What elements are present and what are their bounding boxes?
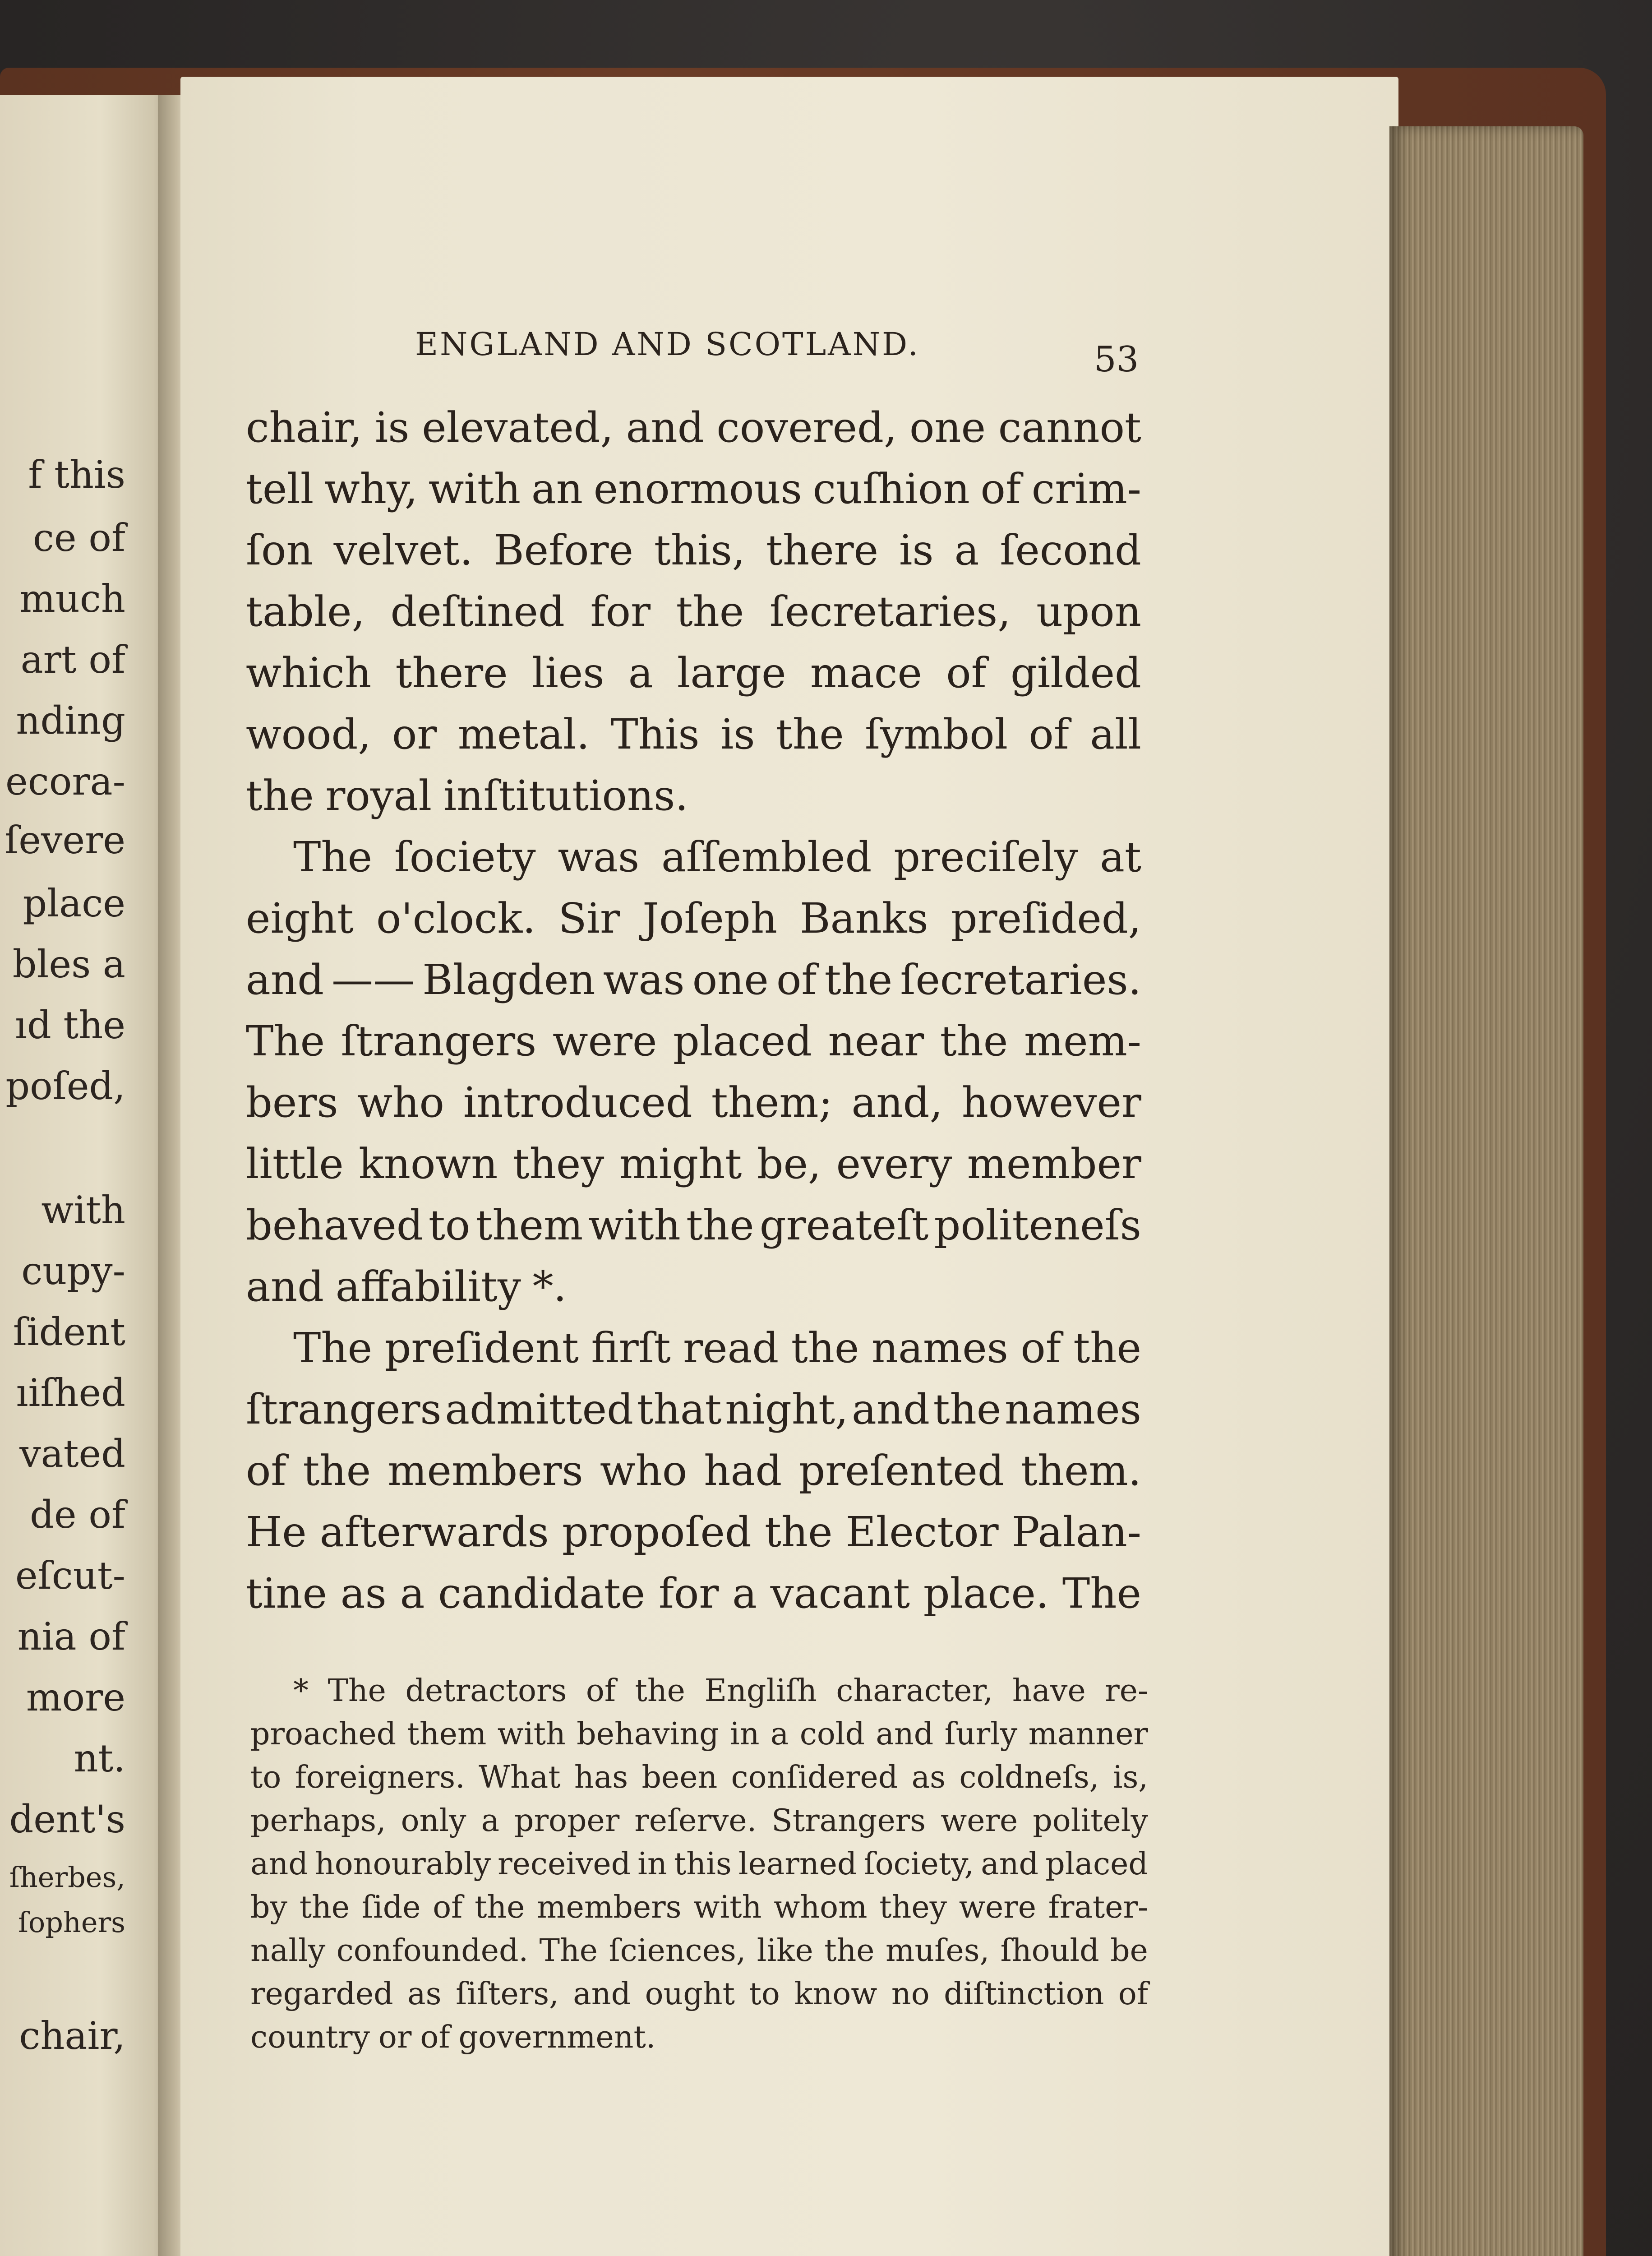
footnote-line: perhaps, only a proper reſerve. Strangers were politely <box>250 1803 1148 1839</box>
left-page-line: art of <box>20 638 125 682</box>
left-page-line: more <box>26 1675 125 1720</box>
left-page-line: ıd the <box>15 1003 125 1047</box>
left-page-line: ıiſhed <box>16 1371 125 1415</box>
left-page-line: nding <box>16 698 125 743</box>
footnote-line: by the ſide of the members with whom they were frater- <box>250 1890 1148 1925</box>
body-line: The preſident firſt read the names of the <box>293 1324 1141 1372</box>
page-edges <box>1389 126 1583 2256</box>
body-line: chair, is elevated, and covered, one cannot <box>246 403 1141 452</box>
left-page-line: ce of <box>32 516 125 560</box>
body-line: which there lies a large mace of gilded <box>246 649 1141 697</box>
footnote-line: proached them with behaving in a cold and ſurly manner <box>250 1716 1148 1752</box>
footnote-line: regarded as ſiſters, and ought to know no diſtinction of <box>250 1976 1148 2012</box>
footnote-line: * The detractors of the Engliſh character, have re- <box>293 1673 1148 1709</box>
body-line: The ſociety was aſſembled preciſely at <box>293 833 1141 881</box>
body-line: table, deſtined for the ſecretaries, upon <box>246 587 1141 636</box>
footnote <box>250 1669 1148 2059</box>
left-page-line: f this <box>28 453 125 497</box>
body-text <box>246 397 1141 1624</box>
left-page-line: poſed, <box>5 1064 125 1108</box>
left-page-line: ſident <box>13 1310 125 1354</box>
left-page-line: ſherbes, <box>9 1861 125 1894</box>
footnote-line: and honourably received in this learned ſociety, and placed <box>250 1846 1148 1882</box>
body-line: He afterwards propoſed the Elector Palan- <box>246 1508 1141 1556</box>
left-page-line: dent's <box>9 1797 125 1841</box>
body-line: behaved to them with the greateſt politeneſs <box>246 1201 1141 1249</box>
left-page-line: ecora- <box>5 759 125 804</box>
body-line: eight o'clock. Sir Joſeph Banks preſided, <box>246 894 1141 943</box>
left-page-text <box>0 95 167 2256</box>
body-line: little known they might be, every member <box>246 1140 1141 1188</box>
body-line: and —— Blagden was one of the ſecretaries. <box>246 956 1141 1004</box>
body-line: ſon velvet. Before this, there is a ſecond <box>246 526 1141 574</box>
left-page-line: nia of <box>17 1614 125 1659</box>
left-page-line: vated <box>19 1432 125 1476</box>
footnote-line: to foreigners. What has been conſidered as coldneſs, is, <box>250 1760 1148 1795</box>
body-line: tine as a candidate for a vacant place. The <box>246 1569 1141 1618</box>
body-line: of the members who had preſented them. <box>246 1447 1141 1495</box>
left-page-line: ſevere <box>5 818 125 862</box>
left-page-line: de of <box>30 1493 125 1537</box>
body-line: and affability *. <box>246 1262 567 1311</box>
left-page-line: place <box>23 881 125 925</box>
footnote-line: country or of government. <box>250 2020 656 2055</box>
body-line: ſtrangers admitted that night, and the names <box>246 1385 1141 1433</box>
left-page-line: bles a <box>12 942 125 986</box>
page-number: 53 <box>1094 339 1139 380</box>
left-page-line: ſophers <box>18 1906 125 1939</box>
body-line: tell why, with an enormous cuſhion of crim- <box>246 465 1141 513</box>
body-line: bers who introduced them; and, however <box>246 1078 1141 1127</box>
body-line: the royal inſtitutions. <box>246 772 688 820</box>
body-line: The ſtrangers were placed near the mem- <box>246 1017 1141 1065</box>
body-line: wood, or metal. This is the ſymbol of all <box>246 710 1141 758</box>
left-page-line: cupy- <box>21 1249 125 1293</box>
left-page-line: chair, <box>19 2014 125 2058</box>
left-page-line: with <box>41 1188 125 1232</box>
footnote-line: nally confounded. The ſciences, like the muſes, ſhould be <box>250 1933 1148 1969</box>
left-page <box>0 95 167 2256</box>
left-page-line: nt. <box>74 1736 125 1780</box>
left-page-line: much <box>19 577 125 621</box>
running-head: ENGLAND AND SCOTLAND. <box>415 326 920 363</box>
left-page-line: eſcut- <box>15 1553 125 1598</box>
